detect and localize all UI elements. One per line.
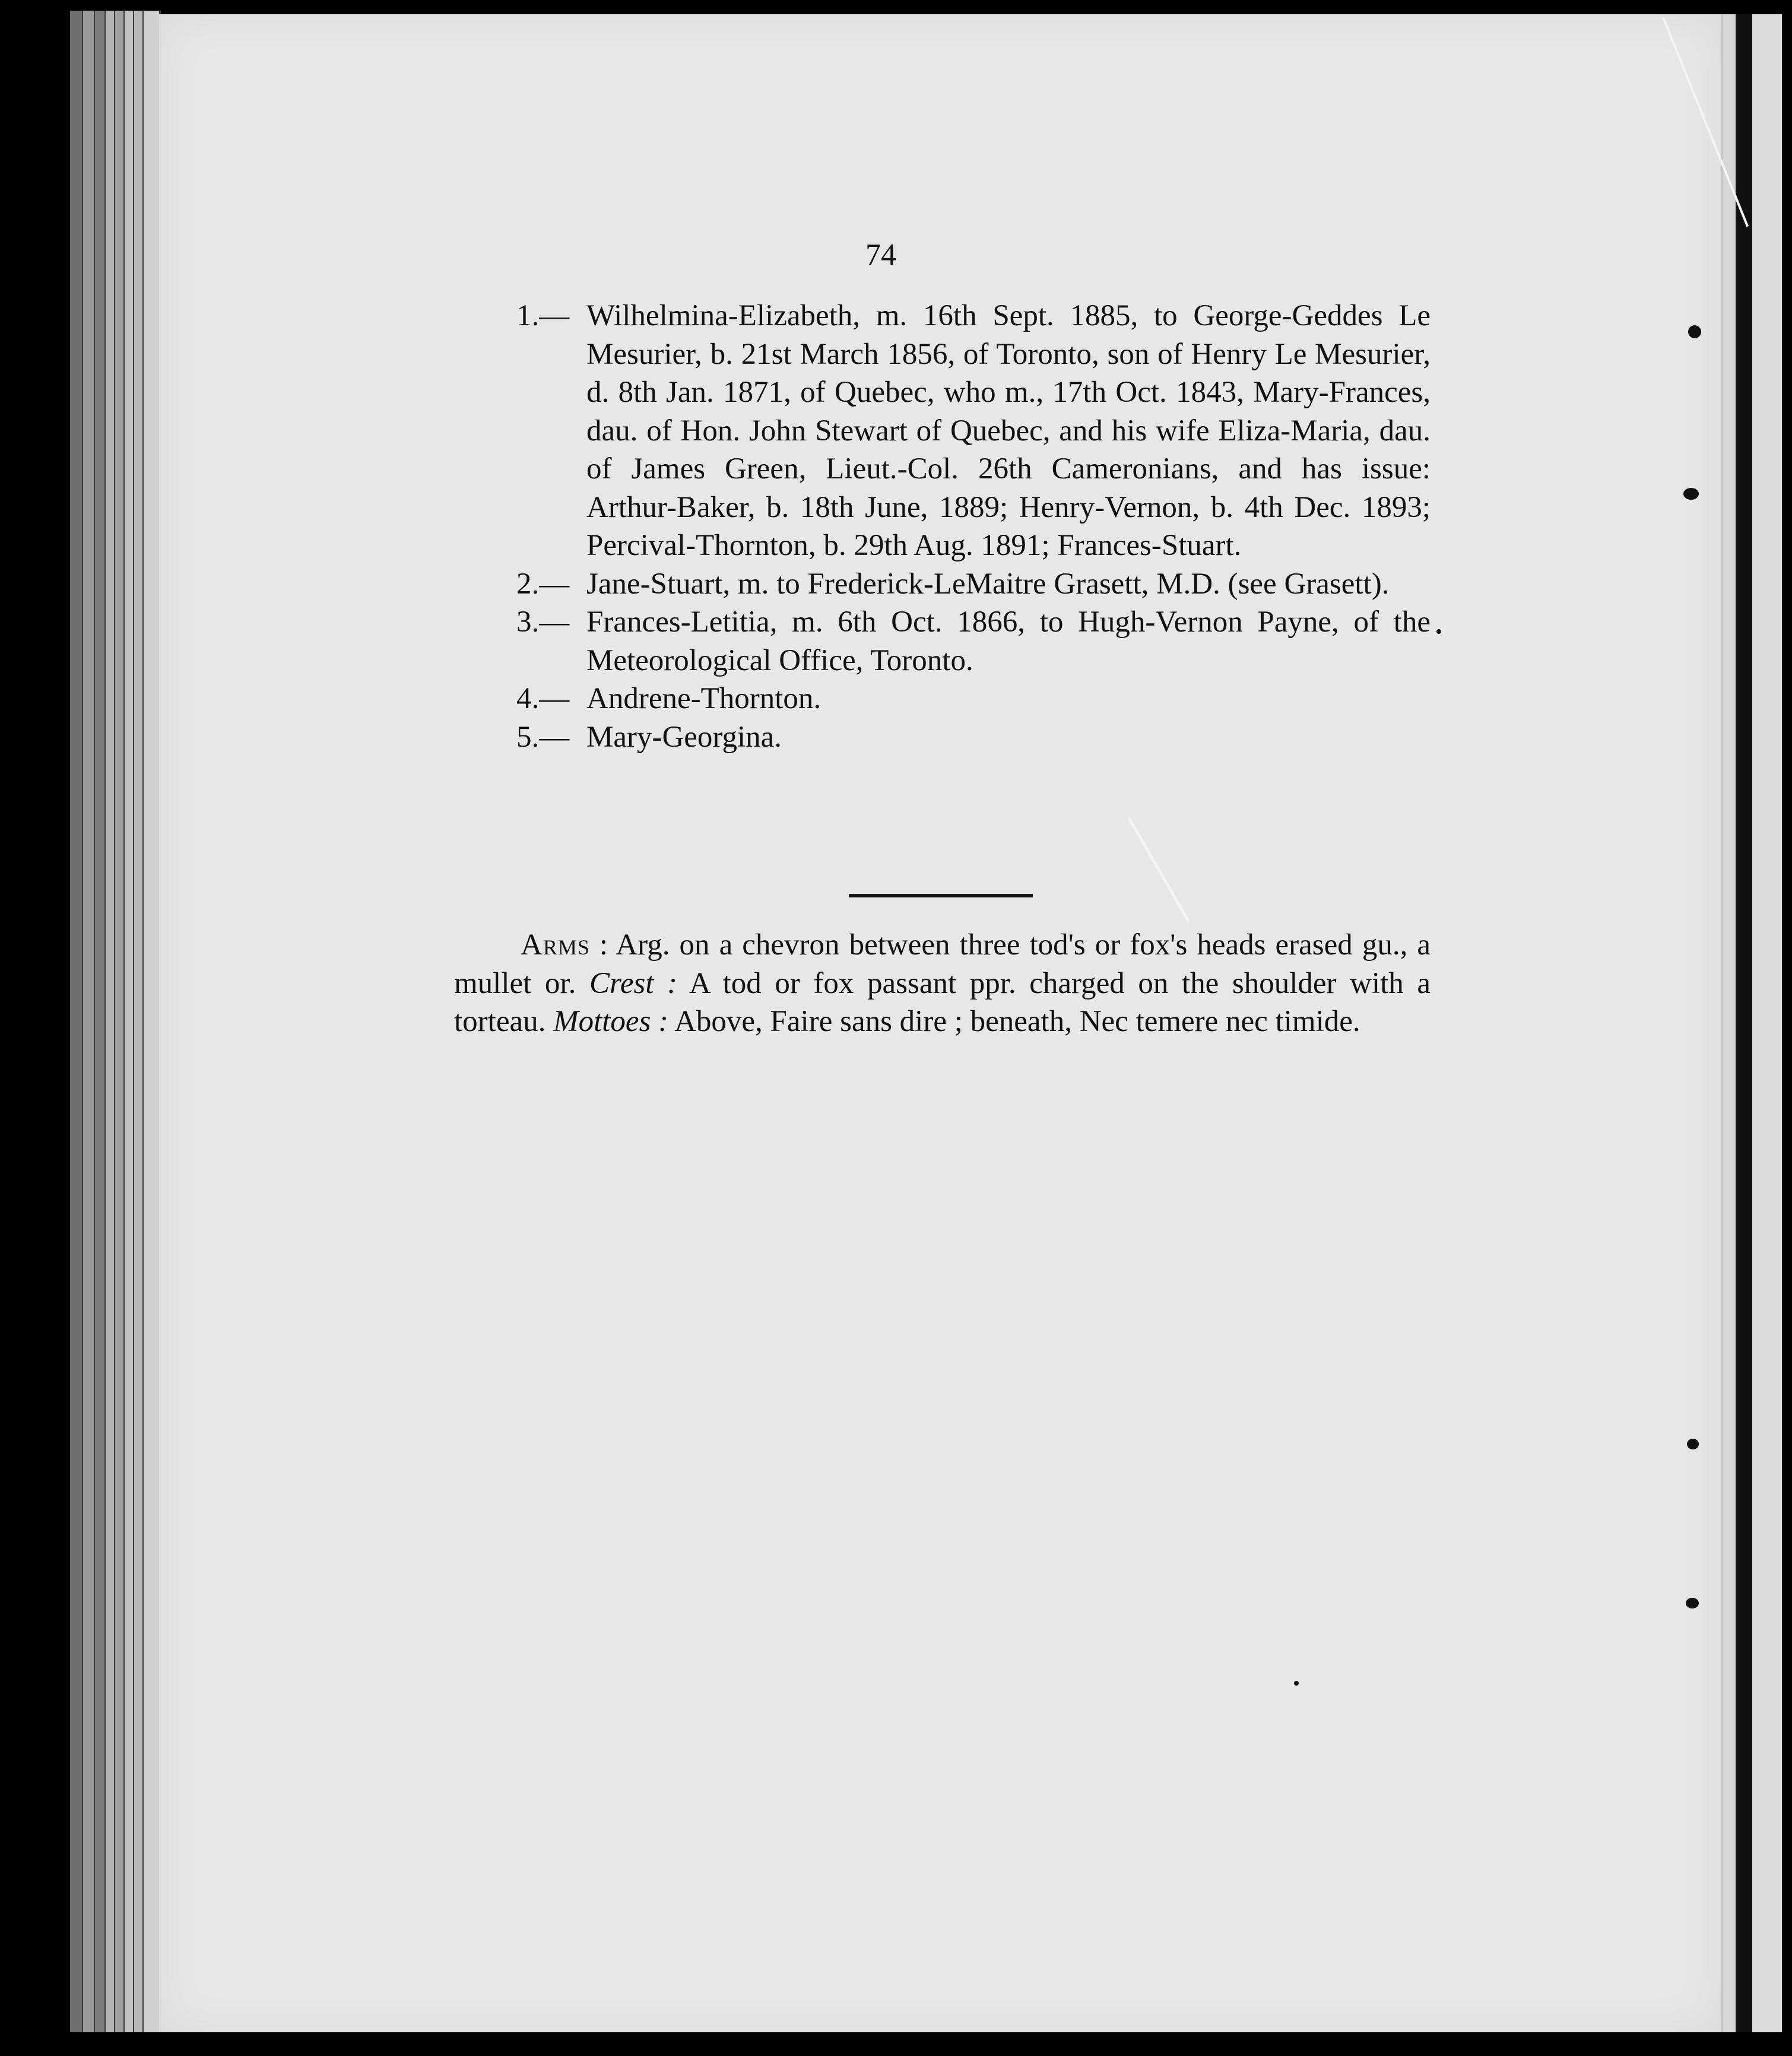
binding-speck <box>1688 325 1701 338</box>
page-speck <box>1436 629 1441 634</box>
page-edge <box>115 11 125 2032</box>
item-number: 5.— <box>516 720 570 754</box>
page-edge <box>125 11 135 2032</box>
page-edge <box>106 11 116 2032</box>
section-divider <box>849 894 1033 897</box>
list-item <box>516 565 1431 604</box>
item-text: Wilhelmina-Elizabeth, m. 16th Sept. 1885, to George-Geddes Le Mesurier, b. 21st March 1856, of Toronto, son of Henry Le Mesurier, d. 8th Jan. 1871, of Quebec, who m., 17th Oct. 1843, Mary-Frances, dau. of Hon. John Stewart of Quebec, and his wife Eliza-Maria, dau. of James Green, Lieut.-Col. 26th Cameronians, and has issue: Arthur-Baker, b. 18th June, 1889; Henry-Vernon, b. 4th Dec. 1893; Percival-Thornton, b. 29th Aug. 1891; Frances-Stuart. <box>586 299 1431 562</box>
binding-speck <box>1686 1598 1699 1608</box>
page-edge <box>144 11 161 2032</box>
list-item <box>516 680 1431 718</box>
mottoes-label: Mottoes : <box>553 1005 669 1038</box>
page-edge <box>95 11 106 2032</box>
binding-shadow <box>1736 14 1752 2032</box>
page-edge <box>134 11 144 2032</box>
crest-label: Crest : <box>589 966 678 1000</box>
mottoes-text: Above, Faire sans dire ; beneath, Nec temere nec timide. <box>668 1005 1360 1038</box>
page-edge <box>83 11 96 2032</box>
item-number: 2.— <box>516 567 570 601</box>
item-text: Mary-Georgina. <box>586 720 782 754</box>
list-item <box>516 297 1431 565</box>
item-text: Andrene-Thornton. <box>586 682 822 715</box>
page-number: 74 <box>865 238 896 272</box>
binding-speck <box>1683 488 1699 500</box>
arms-paragraph <box>454 926 1431 1041</box>
arms-label: Arms <box>521 928 590 962</box>
arms-separator: : <box>589 928 616 962</box>
crest-description: A tod or fox passant ppr. charged on the shoulder with a torteau. <box>454 966 1431 1038</box>
item-number: 3.— <box>516 605 570 639</box>
list-item <box>516 603 1431 680</box>
issue-list <box>516 297 1431 756</box>
item-text: Frances-Letitia, m. 6th Oct. 1866, to Hugh-Vernon Payne, of the Meteorological Office, Toronto. <box>586 605 1431 677</box>
binding-strip <box>1721 14 1737 2032</box>
page-edge <box>70 11 84 2032</box>
page-speck <box>1294 1681 1299 1686</box>
list-item <box>516 718 1431 757</box>
facing-page-edge <box>1752 14 1782 2032</box>
item-number: 1.— <box>516 299 570 332</box>
item-text: Jane-Stuart, m. to Frederick-LeMaitre Grasett, M.D. (see Grasett). <box>586 567 1390 601</box>
item-number: 4.— <box>516 682 570 715</box>
arms-description: Arg. on a chevron between three tod's or fox's heads erased gu., a mullet or. <box>454 928 1431 1000</box>
binding-speck <box>1687 1439 1699 1449</box>
